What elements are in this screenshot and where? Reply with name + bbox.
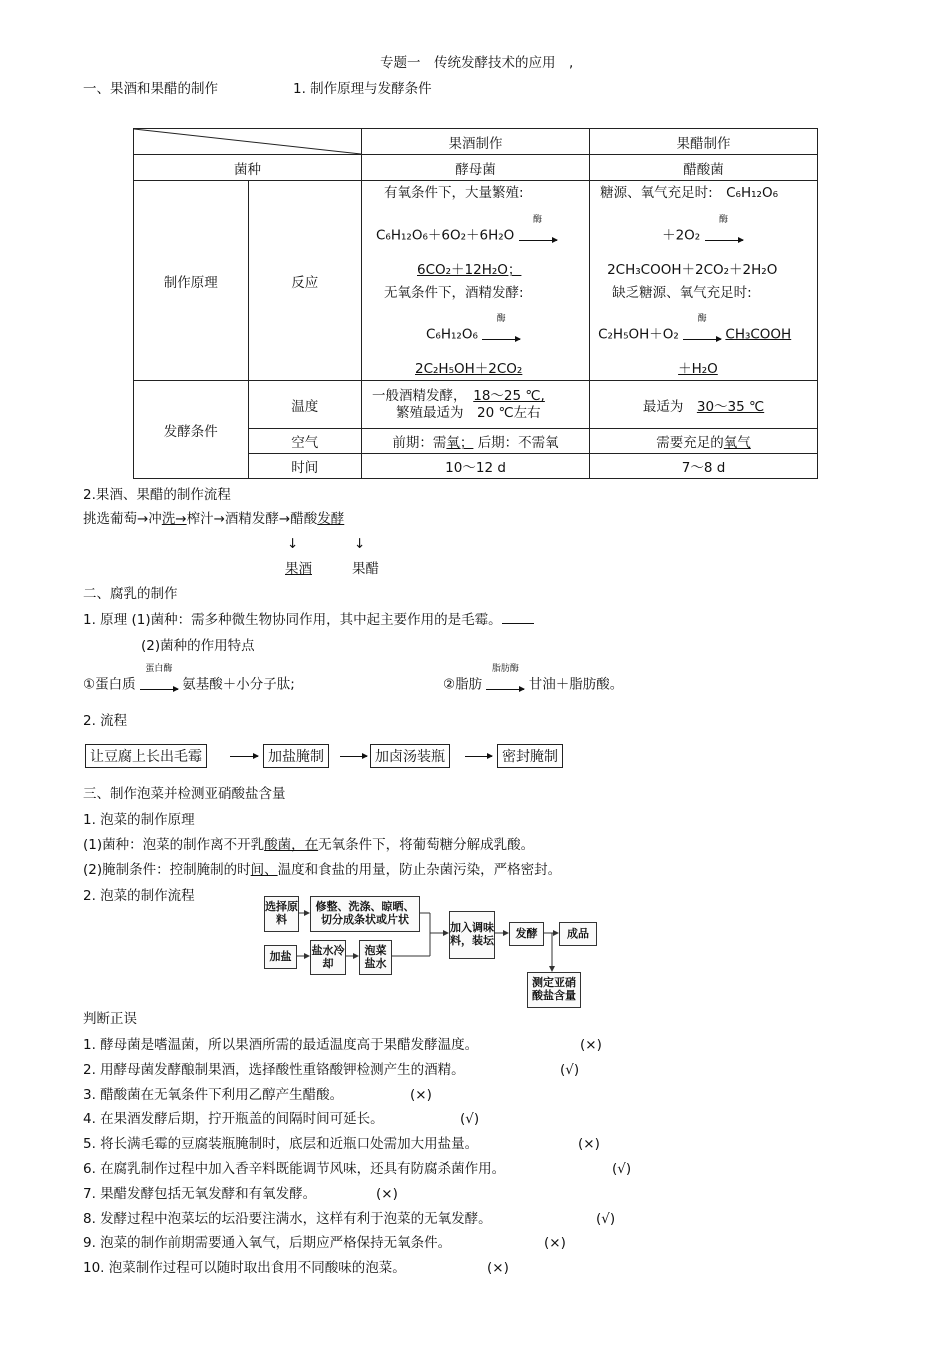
protease-arrow [140,664,178,693]
wine-eq2-reactants: C₆H₁₂O₆ [426,326,478,343]
box-product: 成品 [559,922,597,946]
temp-wine-text: 一般酒精发酵， [372,388,460,405]
box-add-salt: 加盐 [264,945,297,969]
wine-eq1-reactants: C₆H₁₂O₆＋6O₂＋6H₂O [376,227,515,244]
header-vinegar: 果醋制作 [590,129,818,155]
pickle-cond-c: 温度和食盐的用量，防止杂菌污染，严格密封。 [277,862,562,878]
judge-mark: (×) [487,1260,509,1277]
enzyme-arrow [683,314,721,343]
box-test-nitrite: 测定亚硝酸盐含量 [527,972,581,1008]
diagonal-line [134,129,361,154]
vinegar-eq1-reactants: ＋2O₂ [662,227,701,244]
box-prepare: 修整、洗涤、晾晒、切分成条状或片状 [310,896,420,932]
flow1-heading: 2.果酒、果醋的制作流程 [83,487,231,503]
flow1-line [83,511,344,528]
box-brine-cool: 盐水冷却 [310,940,346,975]
judge-heading: 判断正误 [83,1011,137,1027]
wine-eq1-products: 6CO₂＋12H₂O； [417,262,522,278]
sufu-step-4: 密封腌制 [497,744,563,768]
temp-vinegar-text: 最适为 [642,398,684,415]
flow-arrow [340,756,367,757]
lipase-arrow [486,664,524,693]
protein-text: ①蛋白质 [83,676,136,693]
air-label: 空气 [248,429,362,454]
judge-mark: (×) [544,1235,566,1252]
air-vinegar-oxygen: 氧气 [723,435,751,451]
vinegar-eq2-reactants: C₂H₅OH＋O₂ [598,326,679,343]
conditions-label: 发酵条件 [134,381,249,479]
reaction-label: 反应 [248,181,362,381]
time-wine: 10～12 d [362,454,590,479]
enzyme-arrow [519,215,557,244]
air-wine-early-oxygen: 氧； [446,435,474,451]
time-vinegar: 7～8 d [590,454,818,479]
fat-products: 甘油＋脂肪酸。 [528,676,624,693]
temperature-label: 温度 [248,381,362,429]
temp-wine-optimum: 繁殖最适为 20 ℃左右 [396,404,541,421]
down-arrow-1: ↓ [287,536,299,552]
fat-reaction [443,664,624,693]
pickle-cond-b: 间、 [250,862,278,878]
fat-text: ②脂肪 [443,676,483,693]
protease-label: 蛋白酶 [145,664,173,674]
judge-item: 5. 将长满毛霉的豆腐装瓶腌制时，底层和近瓶口处需加大用盐量。 [83,1136,479,1153]
judge-mark: (√) [560,1061,580,1078]
lipase-label: 脂肪酶 [491,664,519,674]
sufu-step-2: 加盐腌制 [263,744,329,768]
enzyme-label: 酶 [697,314,707,324]
blank-line [502,623,534,624]
strain-vinegar: 醋酸菌 [590,155,818,181]
diagonal-header-cell [134,129,362,155]
judge-item: 1. 酵母菌是嗜温菌，所以果酒所需的最适温度高于果醋发酵温度。 [83,1037,479,1053]
pickle-flow-heading: 2. 泡菜的制作流程 [83,888,195,904]
wine-equation-2 [426,314,520,343]
judge-item: 6. 在腐乳制作过程中加入香辛料既能调节风味，还具有防腐杀菌作用。 [83,1161,506,1177]
protein-reaction [83,664,295,693]
judge-mark: (√) [612,1161,632,1177]
strain-wine: 酵母菌 [362,155,590,181]
flow1-part-c: 榨汁→酒精发酵→醋酸 [186,511,318,527]
air-wine-early: 前期：需 [392,435,447,451]
subsection-principle-conditions: 1. 制作原理与发酵条件 [293,81,432,97]
sufu-flow-heading: 2. 流程 [83,713,128,729]
principle-label: 制作原理 [134,181,249,381]
judge-mark: (√) [460,1111,480,1128]
pickle-strain-b: 酸菌，在 [264,837,319,853]
header-wine: 果酒制作 [362,129,590,155]
judge-item: 4. 在果酒发酵后期，拧开瓶盖的间隔时间可延长。 [83,1111,384,1128]
judge-item: 2. 用酵母菌发酵酿制果酒，选择酸性重铬酸钾检测产生的酒精。 [83,1061,465,1078]
vinegar-equation-2 [598,314,792,343]
pickle-strain-a: (1)菌种：泡菜的制作离不开乳 [83,837,265,853]
box-ferment: 发酵 [509,922,544,946]
temperature-vinegar [590,381,818,429]
pickle-principle-heading: 1. 泡菜的制作原理 [83,812,195,828]
wine-anaerobic-text: 无氧条件下，酒精发酵: [384,285,524,301]
pickle-strain [83,837,534,854]
judge-item: 7. 果醋发酵包括无氧发酵和有氧发酵。 [83,1185,317,1202]
enzyme-label: 酶 [533,215,543,225]
judge-item: 3. 醋酸菌在无氧条件下利用乙醇产生醋酸。 [83,1086,344,1103]
flow1-part-a: 挑选葡萄→冲 [83,511,162,527]
judge-mark: (√) [596,1210,616,1227]
section-heading-pickle: 三、制作泡菜并检测亚硝酸盐含量 [83,786,286,802]
vinegar-sugar-text: 糖源、氧气充足时: C₆H₁₂O₆ [600,185,778,201]
enzyme-label: 酶 [719,215,729,225]
vinegar-nosugar-text: 缺乏糖源、氧气充足时: [612,285,752,301]
temp-vinegar-range: 30～35 ℃ [696,398,765,415]
sufu-step-1: 让豆腐上长出毛霉 [85,744,207,768]
air-wine [362,429,590,454]
vinegar-eq1-products: 2CH₃COOH＋2CO₂＋2H₂O [607,262,778,278]
section-heading-wine-vinegar: 一、果酒和果醋的制作 [83,81,218,97]
box-select-material: 选择原料 [264,896,299,932]
time-label: 时间 [248,454,362,479]
wine-aerobic-text: 有氧条件下，大量繁殖: [384,185,524,201]
section-heading-sufu: 二、腐乳的制作 [83,586,178,602]
sufu-principle [83,612,534,629]
flow-arrow [230,756,258,757]
enzyme-arrow [482,314,520,343]
page-title: 专题一 传统发酵技术的应用 , [380,55,574,71]
wine-equation-1 [376,215,557,244]
sufu-strain-features: (2)菌种的作用特点 [141,638,255,654]
judge-item: 10. 泡菜制作过程可以随时取出食用不同酸味的泡菜。 [83,1260,406,1277]
judge-mark: (×) [376,1185,398,1202]
temperature-wine [362,381,590,429]
judge-item: 9. 泡菜的制作前期需要通入氧气，后期应严格保持无氧条件。 [83,1235,452,1252]
judge-mark: (×) [578,1136,600,1153]
wine-vinegar-table [133,128,818,479]
temp-wine-range: 18～25 ℃, [473,388,545,405]
box-pickle-brine: 泡菜盐水 [359,940,392,975]
judge-item: 8. 发酵过程中泡菜坛的坛沿要注满水，这样有利于泡菜的无氧发酵。 [83,1210,492,1227]
protein-products: 氨基酸＋小分子肽; [182,676,295,693]
flow1-part-b: 洗→ [161,511,187,527]
strain-label: 菌种 [134,155,362,181]
pickle-cond-a: (2)腌制条件：控制腌制的时 [83,862,251,878]
pickle-strain-c: 无氧条件下，将葡萄糖分解成乳酸。 [318,837,535,853]
judge-mark: (×) [410,1086,432,1103]
enzyme-label: 酶 [496,314,506,324]
wine-reaction-cell [362,181,590,381]
vinegar-reaction-cell [590,181,818,381]
vinegar-equation-1 [662,215,742,244]
air-vinegar-text: 需要充足的 [656,435,724,451]
flow1-out-vinegar: 果醋 [352,561,379,577]
down-arrow-2: ↓ [354,536,366,552]
flow-arrow [465,756,492,757]
air-wine-late: 后期：不需氧 [477,435,559,451]
sufu-step-3: 加卤汤装瓶 [370,744,450,768]
box-season-jar: 加入调味料，装坛 [449,911,495,959]
enzyme-arrow [705,215,743,244]
pickle-flow-diagram [262,893,612,1008]
judge-mark: (×) [580,1037,602,1053]
vinegar-eq2-products: CH₃COOH [725,326,792,343]
flow1-part-d: 发酵 [317,511,345,527]
flow1-out-wine: 果酒 [285,561,312,577]
air-vinegar [590,429,818,454]
vinegar-eq2-products-2: ＋H₂O [678,361,718,377]
pickle-conditions [83,862,561,879]
wine-eq2-products: 2C₂H₅OH＋2CO₂ [415,361,523,377]
sufu-principle-text: 1. 原理 (1)菌种：需多种微生物协同作用，其中起主要作用的是毛霉。 [83,612,502,628]
